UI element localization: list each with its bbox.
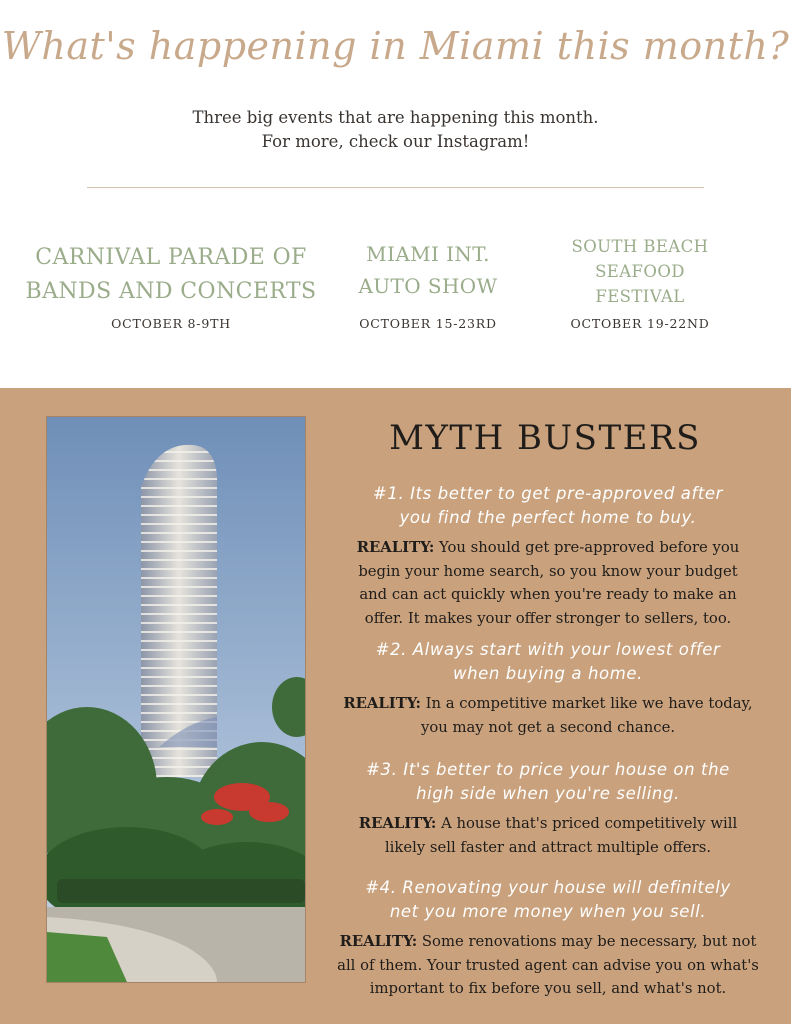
myth-heading-line: #3. It's better to price your house on the <box>366 760 730 779</box>
myth-heading-line: #1. Its better to get pre-approved after <box>372 484 724 503</box>
event-name-line: MIAMI INT. <box>366 242 490 266</box>
reality-line: Some renovations may be necessary, but not <box>421 933 757 950</box>
page-title: What's happening in Miami this month? <box>1 24 790 68</box>
myth-heading-line: #4. Renovating your house will definitely <box>365 878 731 897</box>
myth-reality <box>318 536 778 630</box>
tower-illustration <box>47 417 305 982</box>
myth-heading-line: when buying a home. <box>452 664 644 683</box>
reality-label: REALITY: <box>358 815 437 832</box>
myth-reality <box>318 692 778 739</box>
reality-line: A house that's priced competitively will <box>441 815 738 832</box>
event-seafood-festival <box>556 234 724 331</box>
myth-heading <box>318 638 778 686</box>
event-date: OCTOBER 8-9TH <box>111 316 231 331</box>
events-section <box>0 0 791 388</box>
tower-photo <box>46 416 306 983</box>
reality-line: you may not get a second chance. <box>420 718 676 736</box>
reality-line: You should get pre-approved before you <box>439 539 740 556</box>
intro-line-1: Three big events that are happening this month. <box>192 108 599 127</box>
myth-heading <box>318 758 778 806</box>
myth-reality <box>318 812 778 859</box>
reality-line: In a competitive market like we have today, <box>425 695 753 712</box>
myth-heading-line: net you more money when you sell. <box>389 902 707 921</box>
event-name <box>22 241 320 309</box>
reality-line: important to fix before you sell, and what's not. <box>369 980 727 997</box>
event-name <box>343 238 513 302</box>
reality-line: begin your home search, so you know your budget <box>358 562 738 580</box>
intro-text <box>0 106 791 154</box>
myth-heading <box>318 482 778 530</box>
myth-heading-line: you find the perfect home to buy. <box>399 508 697 527</box>
reality-label: REALITY: <box>356 539 435 556</box>
myth-item-4 <box>318 876 778 1001</box>
myth-item-3 <box>318 758 778 859</box>
event-name <box>556 234 724 309</box>
reality-line: offer. It makes your offer stronger to sellers, too. <box>364 609 732 627</box>
myth-item-1 <box>318 482 778 630</box>
reality-line: all of them. Your trusted agent can advise you on what's <box>337 956 759 974</box>
event-name-line: CARNIVAL PARADE OF <box>35 245 307 270</box>
event-name-line: AUTO SHOW <box>358 274 498 298</box>
event-name-line: FESTIVAL <box>595 287 685 306</box>
myth-heading <box>318 876 778 924</box>
reality-line: likely sell faster and attract multiple offers. <box>384 838 712 856</box>
intro-line-2: For more, check our Instagram! <box>261 132 530 151</box>
myth-busters-section <box>0 388 791 1024</box>
event-name-line: BANDS AND CONCERTS <box>25 279 317 304</box>
event-auto-show <box>343 238 513 331</box>
myth-item-2 <box>318 638 778 739</box>
event-carnival-parade <box>22 241 320 331</box>
myth-heading-line: high side when you're selling. <box>416 784 680 803</box>
reality-label: REALITY: <box>343 695 421 712</box>
section-divider <box>87 187 704 188</box>
reality-label: REALITY: <box>339 933 418 950</box>
event-name-line: SOUTH BEACH <box>571 237 709 256</box>
reality-line: and can act quickly when you're ready to make an <box>359 586 737 603</box>
event-name-line: SEAFOOD <box>595 262 685 281</box>
event-date: OCTOBER 15-23RD <box>359 316 497 331</box>
myth-reality <box>318 930 778 1001</box>
myth-busters-title: MYTH BUSTERS <box>389 418 701 458</box>
myth-heading-line: #2. Always start with your lowest offer <box>375 640 721 659</box>
event-date: OCTOBER 19-22ND <box>570 316 710 331</box>
